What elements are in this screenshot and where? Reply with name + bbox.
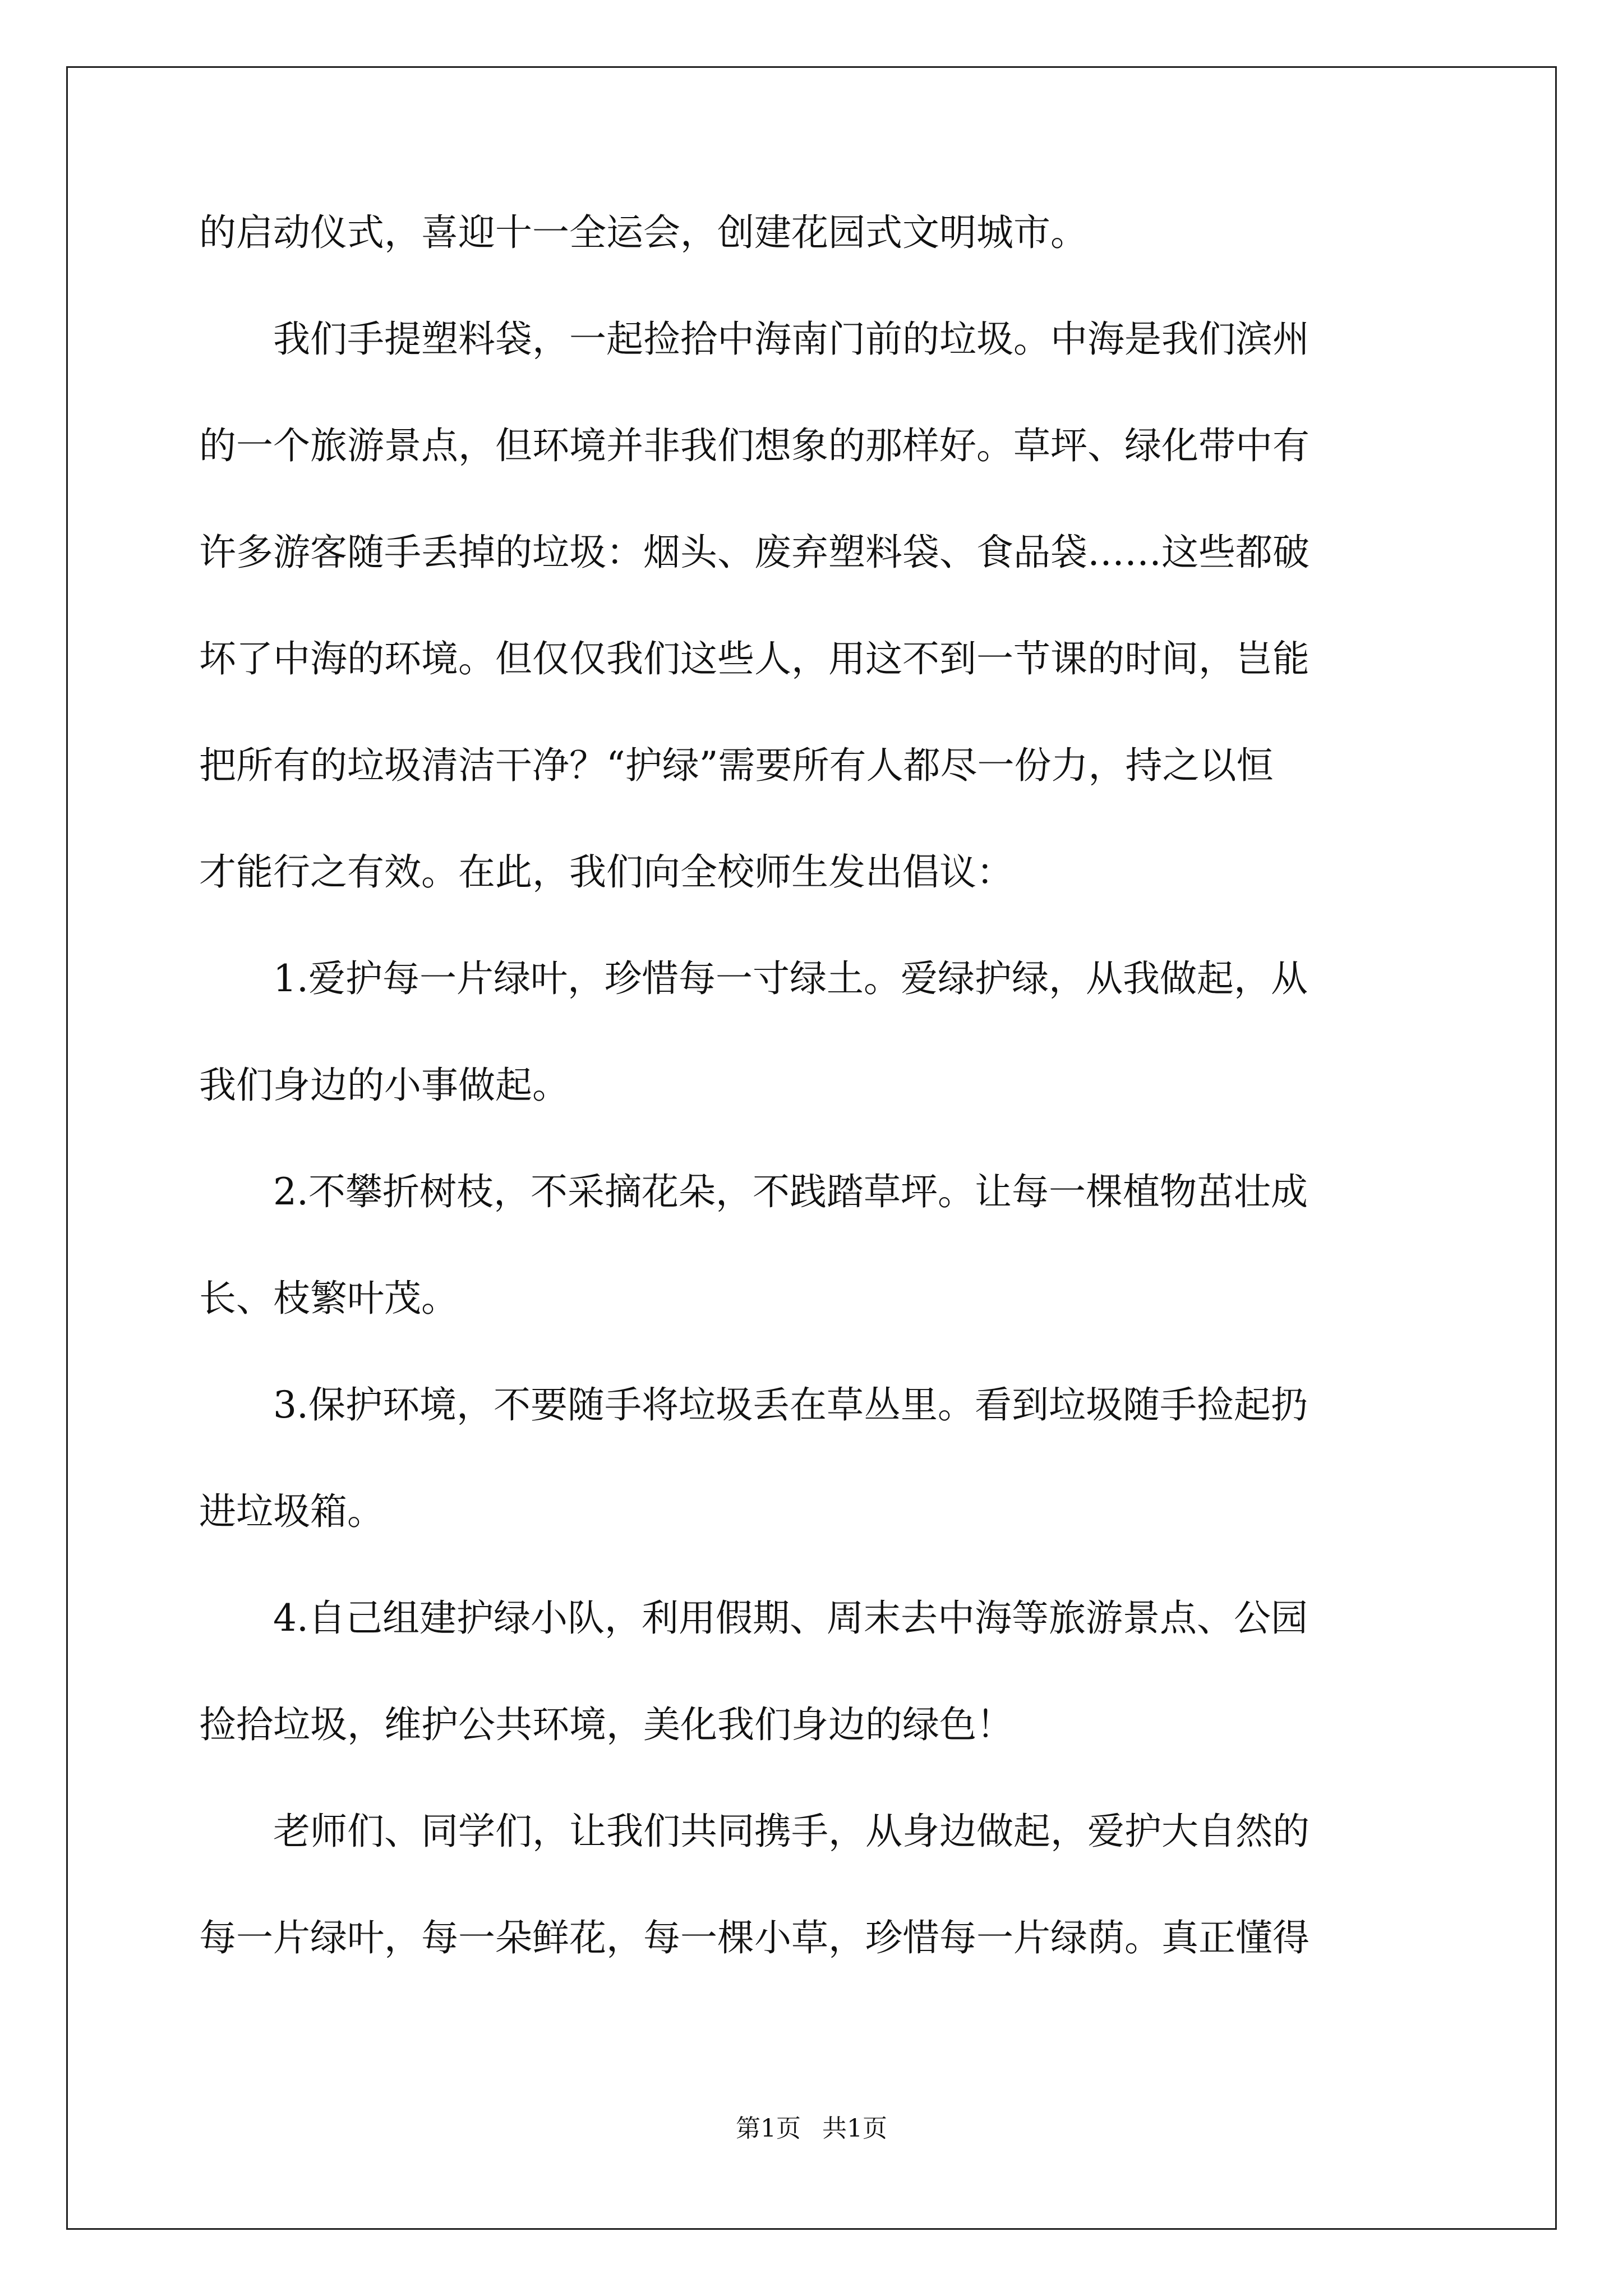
text-line: 才能行之有效。在此，我们向全校师生发出倡议： [199,853,1013,894]
text-line: 坏了中海的环境。但仅仅我们这些人，用这不到一节课的时间，岂能 [199,639,1310,680]
text-line: 的启动仪式，喜迎十一全运会，创建花园式文明城市。 [199,213,1087,254]
text-line: 3.保护环境，不要随手将垃圾丢在草丛里。看到垃圾随手捡起扔 [199,1386,1308,1427]
page-number: 第1页 [736,2114,801,2143]
text-line: 2.不攀折树枝，不采摘花朵，不践踏草坪。让每一棵植物茁壮成 [199,1172,1308,1213]
text-line: 我们身边的小事做起。 [199,1066,569,1107]
text-line: 每一片绿叶，每一朵鲜花，每一棵小草，珍惜每一片绿荫。真正懂得 [199,1918,1310,1959]
text-line: 许多游客随手丢掉的垃圾：烟头、废弃塑料袋、食品袋……这些都破 [199,533,1310,574]
text-line: 1.爱护每一片绿叶，珍惜每一寸绿土。爱绿护绿，从我做起，从 [199,959,1308,1000]
text-line: 长、枝繁叶茂。 [199,1279,458,1320]
page-total: 共1页 [822,2114,887,2143]
document-body [199,213,1433,2025]
page-footer [0,2115,1623,2143]
text-line: 进垃圾箱。 [199,1492,384,1533]
text-line: 4.自己组建护绿小队，利用假期、周末去中海等旅游景点、公园 [199,1599,1308,1640]
text-line: 我们手提塑料袋，一起捡拾中海南门前的垃圾。中海是我们滨州 [199,320,1310,361]
text-line: 把所有的垃圾清洁干净？“护绿”需要所有人都尽一份力，持之以恒 [199,746,1274,787]
text-line: 捡拾垃圾，维护公共环境，美化我们身边的绿色！ [199,1705,1013,1746]
text-line: 的一个旅游景点，但环境并非我们想象的那样好。草坪、绿化带中有 [199,426,1310,467]
text-line: 老师们、同学们，让我们共同携手，从身边做起，爱护大自然的 [199,1812,1310,1853]
